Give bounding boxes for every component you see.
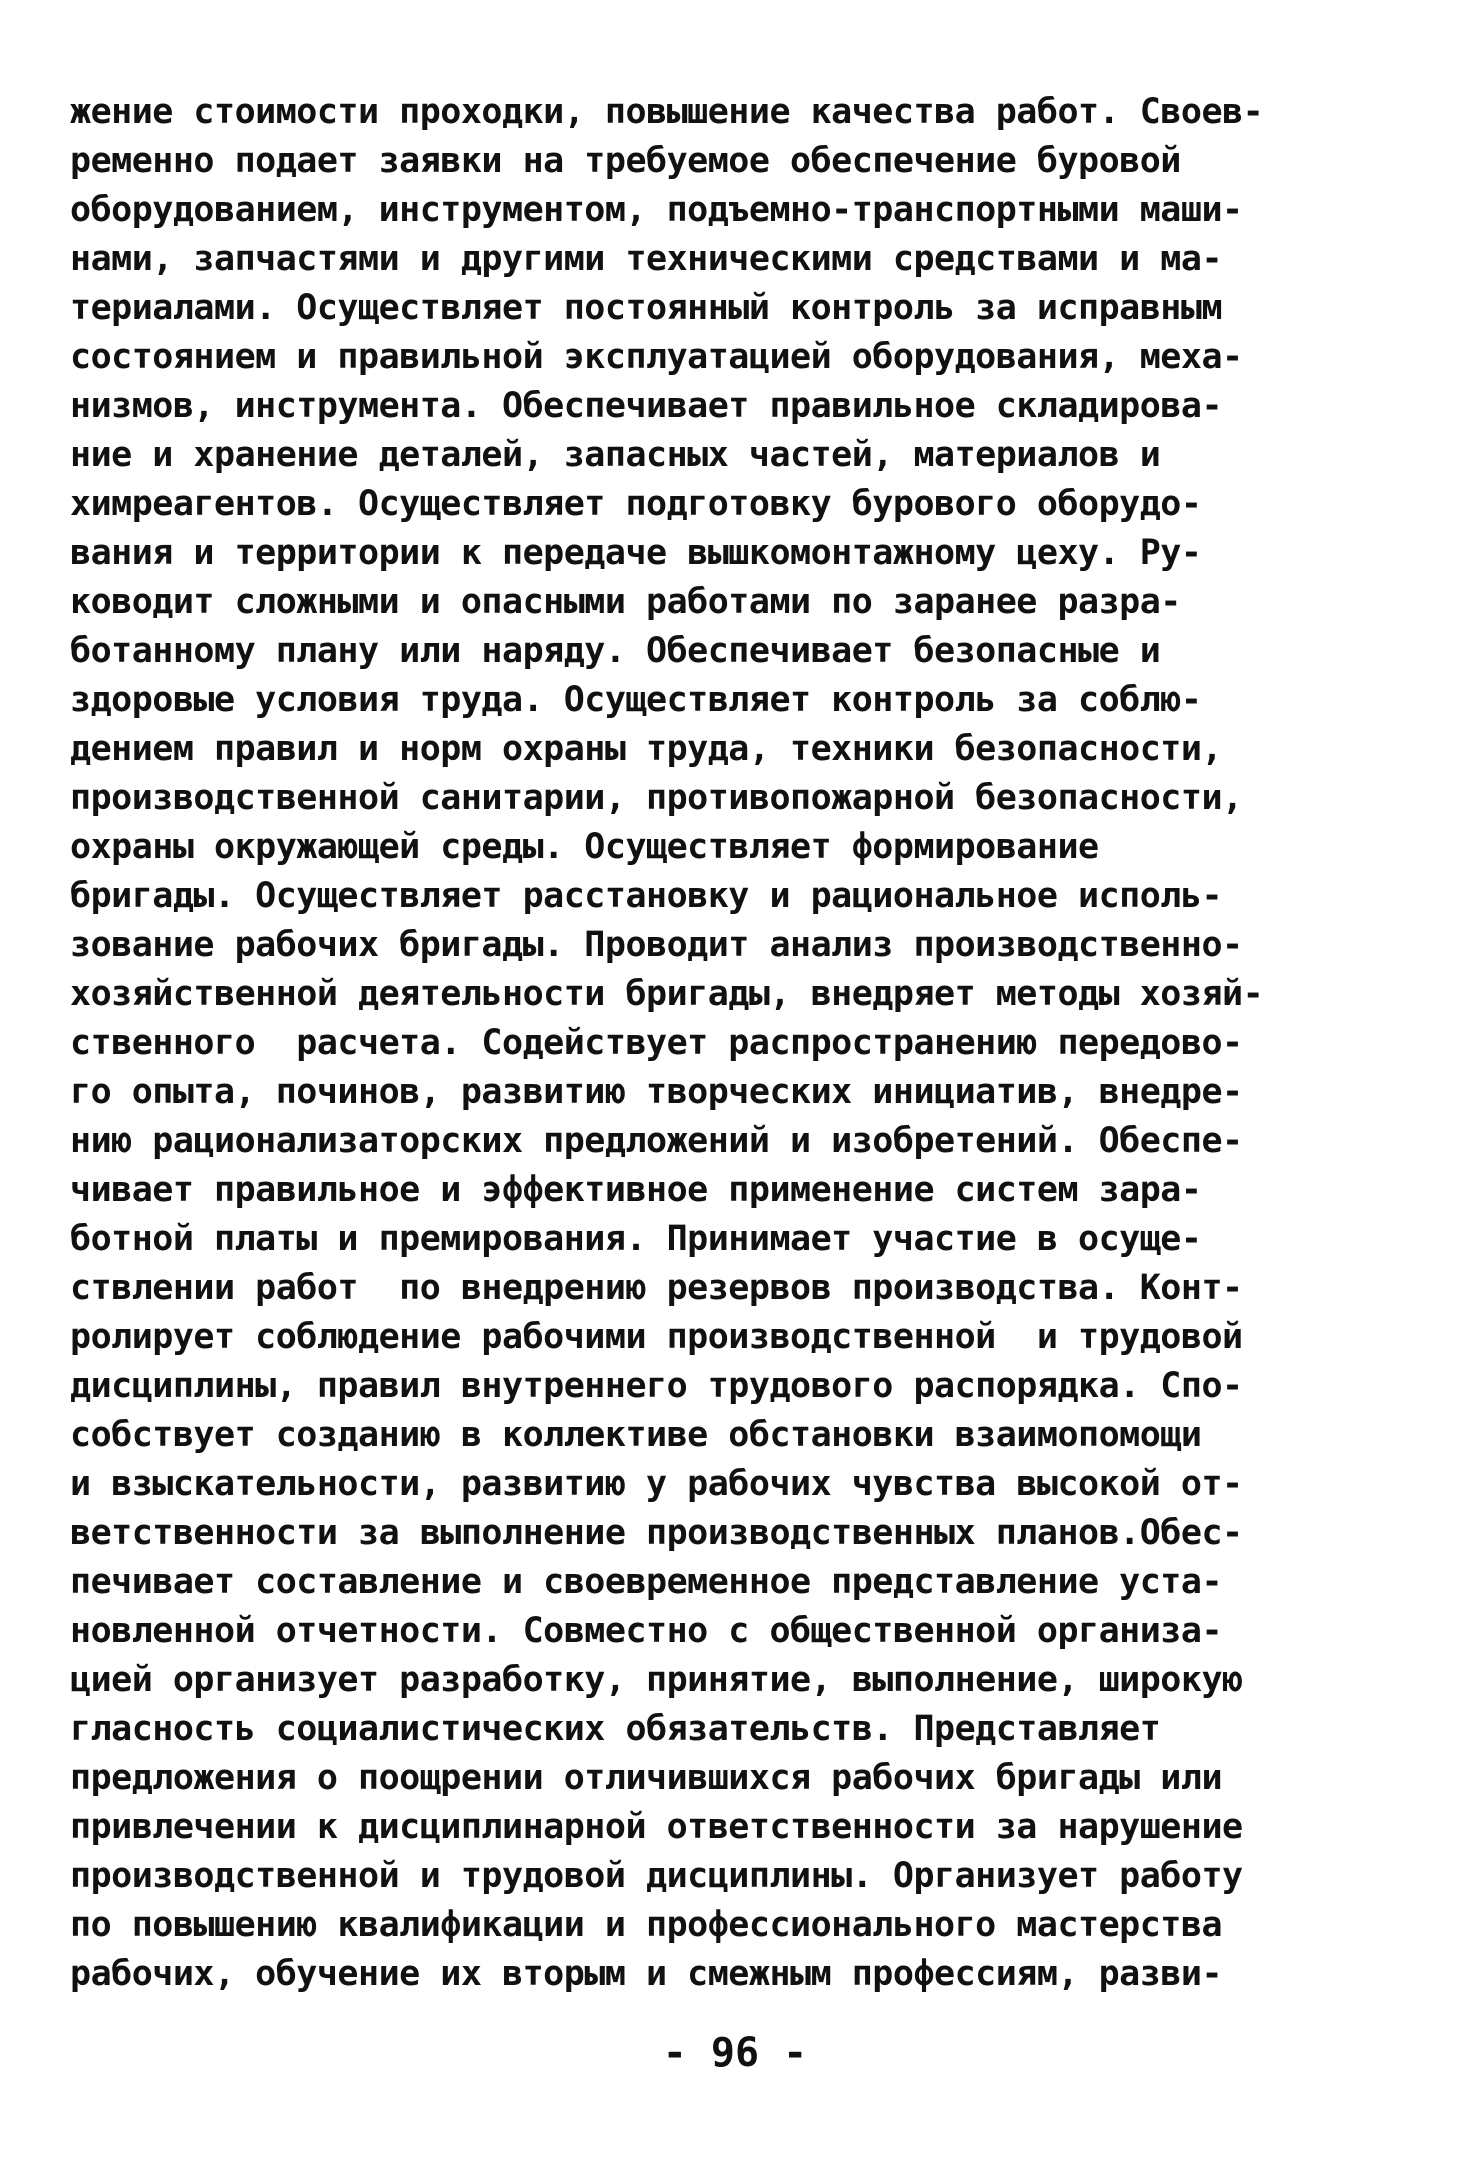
text-line: низмов, инструмента. Обеспечивает правильное складирова-	[70, 386, 1223, 426]
text-line: чивает правильное и эффективное применение систем зара-	[70, 1170, 1202, 1210]
text-line: ременно подает заявки на требуемое обеспечение буровой	[70, 141, 1181, 181]
text-line: вания и территории к передаче вышкомонтажному цеху. Ру-	[70, 533, 1202, 573]
text-line: ствлении работ по внедрению резервов производства. Конт-	[70, 1268, 1243, 1308]
text-line: ственного расчета. Содействует распространению передово-	[70, 1023, 1243, 1063]
text-line: охраны окружающей среды. Осуществляет формирование	[70, 827, 1099, 867]
page-number: - 96 -	[662, 2030, 808, 2076]
text-line: предложения о поощрении отличившихся рабочих бригады или	[70, 1758, 1223, 1798]
text-line: рабочих, обучение их вторым и смежным профессиям, разви-	[70, 1954, 1223, 1994]
text-line: ботанному плану или наряду. Обеспечивает безопасные и	[70, 631, 1161, 671]
text-line: дисциплины, правил внутреннего трудового распорядка. Спо-	[70, 1366, 1243, 1406]
text-line: привлечении к дисциплинарной ответственности за нарушение	[70, 1807, 1243, 1847]
text-line: гласность социалистических обязательств. Представляет	[70, 1709, 1161, 1749]
text-line: ководит сложными и опасными работами по заранее разра-	[70, 582, 1181, 622]
text-line: состоянием и правильной эксплуатацией оборудования, меха-	[70, 337, 1243, 377]
text-line: производственной и трудовой дисциплины. Организует работу	[70, 1856, 1243, 1896]
text-line: собствует созданию в коллективе обстановки взаимопомощи	[70, 1415, 1202, 1455]
body-text	[70, 88, 1410, 1999]
text-line: химреагентов. Осуществляет подготовку бурового оборудо-	[70, 484, 1202, 524]
text-line: печивает составление и своевременное представление уста-	[70, 1562, 1223, 1602]
text-line: здоровые условия труда. Осуществляет контроль за соблю-	[70, 680, 1202, 720]
text-line: дением правил и норм охраны труда, техники безопасности,	[70, 729, 1223, 769]
text-line: и взыскательности, развитию у рабочих чувства высокой от-	[70, 1464, 1243, 1504]
text-line: хозяйственной деятельности бригады, внедряет методы хозяй-	[70, 974, 1264, 1014]
text-line: нами, запчастями и другими техническими средствами и ма-	[70, 239, 1223, 279]
text-line: го опыта, починов, развитию творческих инициатив, внедре-	[70, 1072, 1243, 1112]
text-line: цией организует разработку, принятие, выполнение, широкую	[70, 1660, 1243, 1700]
text-line: оборудованием, инструментом, подъемно-транспортными маши-	[70, 190, 1243, 230]
text-line: по повышению квалификации и профессионального мастерства	[70, 1905, 1223, 1945]
text-line: зование рабочих бригады. Проводит анализ производственно-	[70, 925, 1243, 965]
text-line: ролирует соблюдение рабочими производственной и трудовой	[70, 1317, 1243, 1357]
text-line: нию рационализаторских предложений и изобретений. Обеспе-	[70, 1121, 1243, 1161]
text-line: новленной отчетности. Совместно с общественной организа-	[70, 1611, 1223, 1651]
text-line: производственной санитарии, противопожарной безопасности,	[70, 778, 1243, 818]
text-line: бригады. Осуществляет расстановку и рациональное исполь-	[70, 876, 1223, 916]
text-line: териалами. Осуществляет постоянный контроль за исправным	[70, 288, 1223, 328]
text-line: жение стоимости проходки, повышение качества работ. Своев-	[70, 92, 1264, 132]
text-line: ботной платы и премирования. Принимает участие в осуще-	[70, 1219, 1202, 1259]
text-line: ние и хранение деталей, запасных частей, материалов и	[70, 435, 1161, 475]
text-line: ветственности за выполнение производственных планов.Обес-	[70, 1513, 1243, 1553]
